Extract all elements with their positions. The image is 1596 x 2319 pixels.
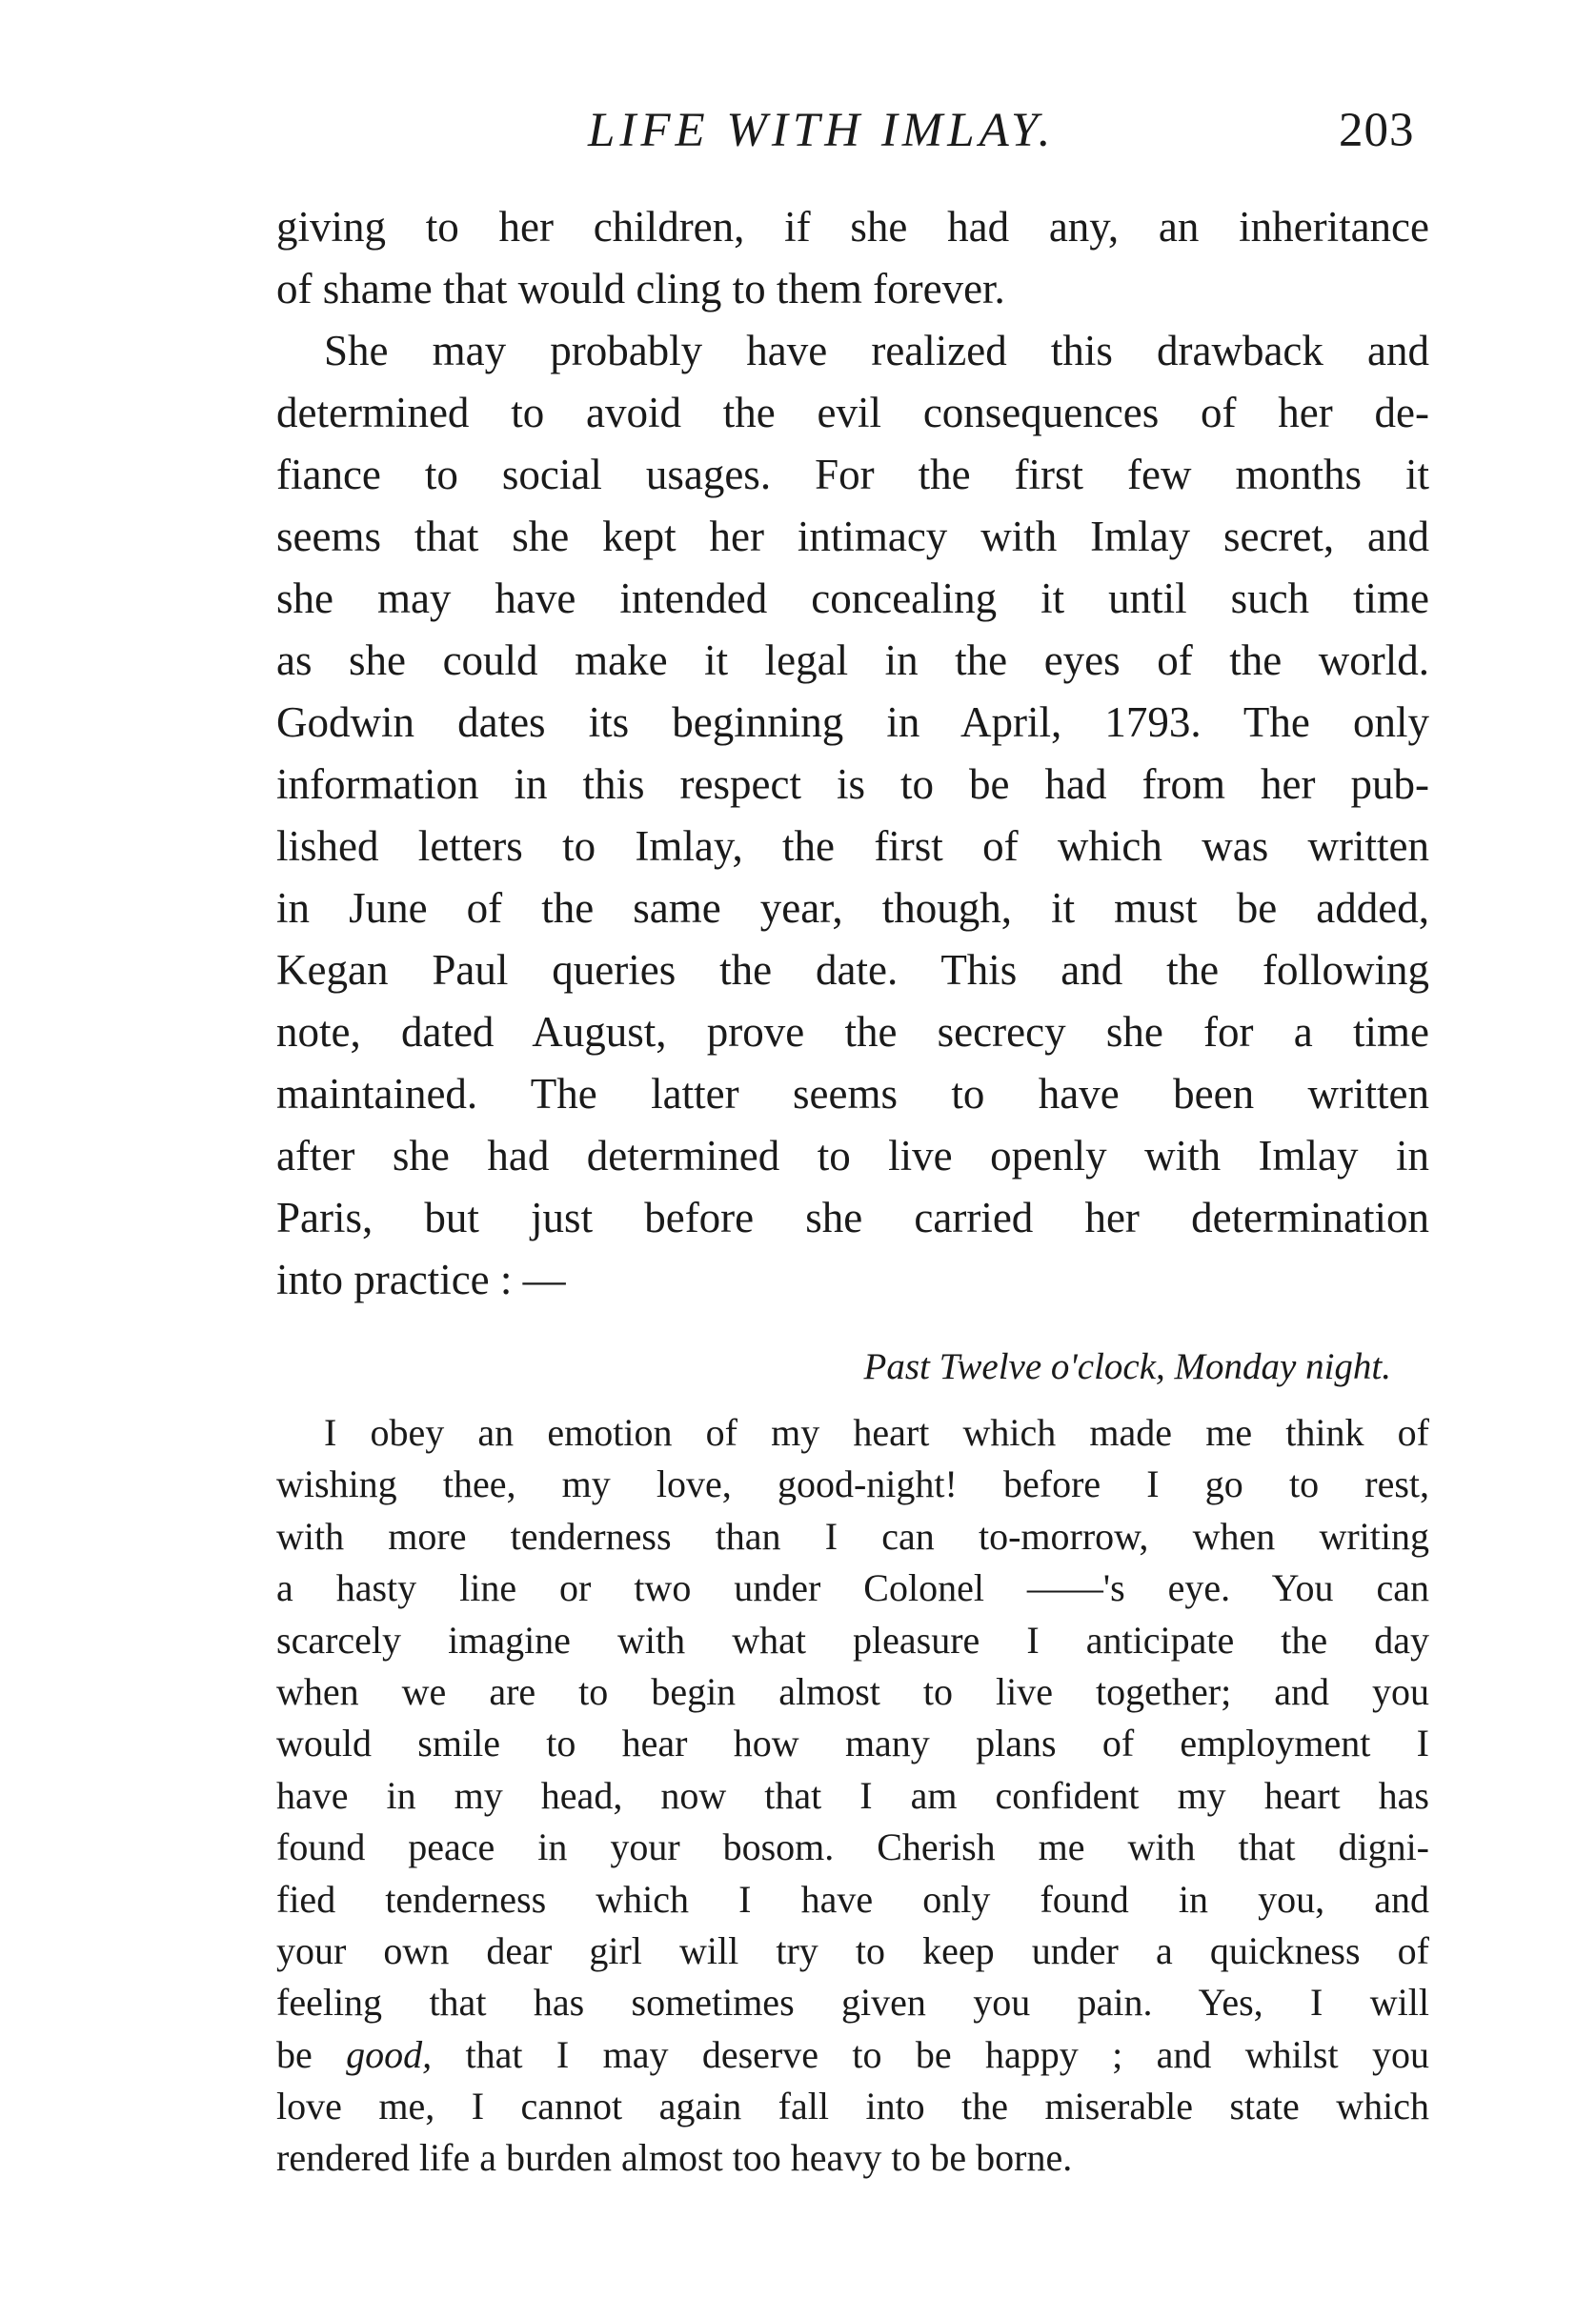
text-line: into practice : — <box>276 1256 566 1303</box>
text-line: Kegan Paul queries the date. This and the following <box>276 946 1429 994</box>
text-line: fiance to social usages. For the first few months it <box>276 451 1429 498</box>
text-line: as she could make it legal in the eyes of the world. <box>276 636 1429 684</box>
letter-line-with-emphasis <box>276 2029 1429 2081</box>
letter-line: scarcely imagine with what pleasure I anticipate the day <box>276 1618 1429 1662</box>
text-line: Paris, but just before she carried her determination <box>276 1194 1429 1241</box>
letter-line: love me, I cannot again fall into the miserable state which <box>276 2085 1429 2128</box>
text-line: lished letters to Imlay, the first of which was written <box>276 822 1429 870</box>
body-text <box>276 196 1429 1311</box>
text-line: Godwin dates its beginning in April, 1793. The only <box>276 698 1429 746</box>
letter-line: have in my head, now that I am confident my heart has <box>276 1773 1429 1817</box>
text-line: note, dated August, prove the secrecy she for a time <box>276 1008 1429 1056</box>
letter-line: I obey an emotion of my heart which made me think of <box>324 1411 1429 1454</box>
emphasized-word: good, <box>346 2032 433 2076</box>
text-line: after she had determined to live openly with Imlay in <box>276 1132 1429 1180</box>
letter-line-part: that I may deserve to be happy ; and whilst you <box>432 2032 1429 2076</box>
letter-line: would smile to hear how many plans of employment I <box>276 1722 1429 1765</box>
letter-dateline: Past Twelve o'clock, Monday night. <box>863 1346 1391 1387</box>
letter-line: a hasty line or two under Colonel ——'s eye. You can <box>276 1566 1429 1610</box>
text-line: determined to avoid the evil consequences of her de- <box>276 389 1429 436</box>
letter-line: fied tenderness which I have only found in you, and <box>276 1877 1429 1921</box>
text-line: She may probably have realized this drawback and <box>324 327 1429 374</box>
text-line: information in this respect is to be had from her pub- <box>276 760 1429 808</box>
letter-line-part: be <box>276 2032 347 2076</box>
text-line: she may have intended concealing it until such time <box>276 575 1429 622</box>
letter-text <box>276 1407 1429 2185</box>
text-line: giving to her children, if she had any, an inheritance <box>276 203 1429 251</box>
letter-line: when we are to begin almost to live together; and you <box>276 1669 1429 1713</box>
page-number: 203 <box>1339 104 1415 157</box>
letter-line: found peace in your bosom. Cherish me with that digni- <box>276 1825 1429 1869</box>
text-line: of shame that would cling to them forever. <box>276 265 1005 313</box>
text-line: in June of the same year, though, it must be added, <box>276 884 1429 932</box>
letter-line: feeling that has sometimes given you pain. Yes, I will <box>276 1981 1429 2025</box>
letter-line: wishing thee, my love, good-night! before I go to rest, <box>276 1462 1429 1506</box>
letter-line: your own dear girl will try to keep under a quickness of <box>276 1928 1429 1972</box>
letter-line: with more tenderness than I can to-morrow, when writing <box>276 1514 1429 1558</box>
text-line: seems that she kept her intimacy with Imlay secret, and <box>276 513 1429 560</box>
letter-line: rendered life a burden almost too heavy to be borne. <box>276 2136 1073 2180</box>
text-line: maintained. The latter seems to have been written <box>276 1070 1429 1118</box>
running-title: LIFE WITH IMLAY. <box>588 104 1056 157</box>
running-head <box>0 103 1596 160</box>
